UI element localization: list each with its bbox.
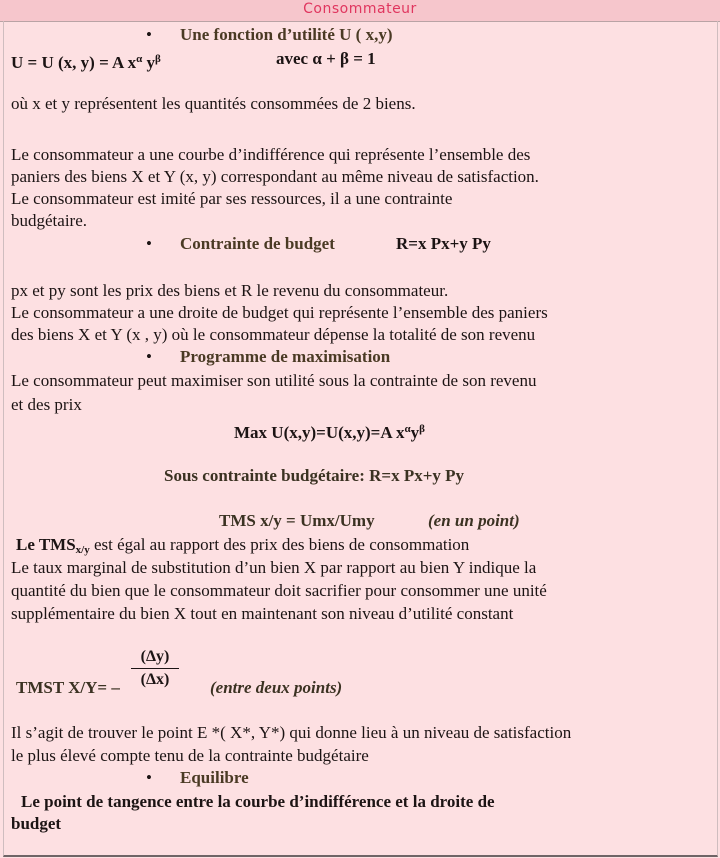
text-line: Le consommateur est imité par ses ressources, il a une contrainte [11,189,453,208]
budget-formula: R=x Px+y Py [396,234,491,253]
tmst-fraction [131,648,179,689]
bullet-icon: • [146,234,152,253]
text-line: et des prix [11,395,82,414]
section-heading-utility: Une fonction d’utilité U ( x,y) [180,25,393,44]
bullet-icon: • [146,768,152,787]
text-line: où x et y représentent les quantités consommées de 2 biens. [11,94,416,113]
text-line: des biens X et Y (x , y) où le consommateur dépense la totalité de son revenu [11,325,536,344]
text-line: Le consommateur a une droite de budget qui représente l’ensemble des paniers [11,303,548,322]
text-line: Le consommateur peut maximiser son utilité sous la contrainte de son revenu [11,371,537,390]
conclusion-line: budget [11,814,62,833]
section-heading-budget: Contrainte de budget [180,234,335,253]
section-heading-equilibre: Equilibre [180,768,249,787]
tms-note: (en un point) [428,511,520,530]
text-line: supplémentaire du bien X tout en maintenant son niveau d’utilité constant [11,604,514,623]
text-line: px et py sont les prix des biens et R le revenu du consommateur. [11,281,449,300]
header-bar [0,0,720,22]
tmst-label: TMST X/Y= – [16,678,120,697]
utility-formula: U = U (x, y) = A $x^\alpha$ $y^\beta$ [11,53,161,72]
tmst-note: (entre deux points) [210,678,343,697]
page-title: Consommateur [303,1,417,17]
fraction-denominator: (Δx) [140,671,170,688]
text-line: le plus élevé compte tenu de la contrainte budgétaire [11,746,369,765]
text-line: quantité du bien que le consommateur doit sacrifier pour consommer une unité [11,581,547,600]
bullet-icon: • [146,25,152,44]
text-line: Le taux marginal de substitution d’un bien X par rapport au bien Y indique la [11,558,537,577]
utility-condition: avec α + β = 1 [276,49,376,68]
tms-formula: TMS x/y = Umx/Umy [219,511,375,530]
section-heading-maximisation: Programme de maximisation [180,347,391,366]
text-line: paniers des biens X et Y (x, y) correspondant au même niveau de satisfaction. [11,167,539,186]
text-line: Il s’agit de trouver le point E *( X*, Y*) qui donne lieu à un niveau de satisfaction [11,723,572,742]
budget-constraint: Sous contrainte budgétaire: R=x Px+y Py [164,466,465,485]
text-line: Le consommateur a une courbe d’indifférence qui représente l’ensemble des [11,145,531,164]
tms-sentence: Le $TMS_{x/y}$ est égal au rapport des prix des biens de consommation [16,535,470,556]
text-line: budgétaire. [11,211,87,230]
bullet-icon: • [146,347,152,366]
conclusion-line: Le point de tangence entre la courbe d’indifférence et la droite de [21,792,495,811]
fraction-numerator: (Δy) [131,648,179,669]
max-formula: Max U(x,y)=U(x,y)=A $x^\alpha y^\beta$ [234,423,425,442]
